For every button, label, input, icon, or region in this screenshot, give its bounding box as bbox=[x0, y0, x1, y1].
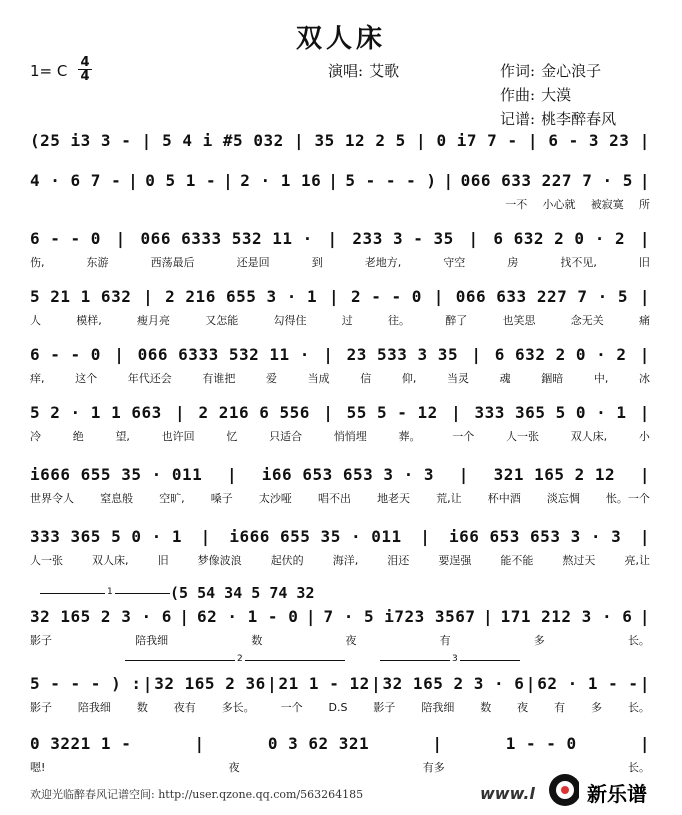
measure: 066 633 227 7 · 5 bbox=[460, 171, 633, 190]
lyrics-line bbox=[30, 312, 650, 330]
measure: 32 165 2 3 · 6 bbox=[382, 674, 525, 693]
measure: 21 1 - 12 bbox=[278, 674, 370, 693]
barline-end: | bbox=[639, 229, 650, 248]
lyric-word: 痒, bbox=[30, 372, 45, 385]
lyric-word: 人一张 bbox=[30, 554, 63, 567]
score-row bbox=[30, 170, 650, 228]
footer-text: 欢迎光临醉春风记谱空间: http://user.qzone.qq.com/563264185 bbox=[30, 788, 364, 801]
lyric-word: 找不见, bbox=[560, 256, 597, 269]
lyric-word: D.S bbox=[328, 701, 348, 714]
measure: (25 i3 3 - bbox=[30, 131, 132, 150]
lyrics-line bbox=[30, 428, 650, 446]
notes-line bbox=[30, 344, 650, 366]
measure: 066 6333 532 11 · bbox=[137, 345, 310, 364]
measure: 321 165 2 12 bbox=[493, 465, 616, 484]
composer-label: 作曲: bbox=[500, 86, 536, 104]
transcriber-label: 记谱: bbox=[500, 110, 536, 128]
barline: | bbox=[194, 734, 205, 753]
lyric-word: 泪还 bbox=[387, 554, 410, 567]
barline-end: | bbox=[639, 171, 650, 190]
measure: 6 - 3 23 bbox=[548, 131, 630, 150]
lyric-word: 望, bbox=[115, 430, 130, 443]
lyric-word: 念无关 bbox=[570, 314, 604, 327]
lyric-word: 嗓子 bbox=[210, 492, 233, 505]
lyric-word: 数 bbox=[480, 701, 492, 714]
time-sig-bottom: 4 bbox=[78, 69, 92, 83]
lyrics-line bbox=[30, 490, 650, 508]
lyric-word: 双人床, bbox=[570, 430, 608, 443]
measure: 1 - - 0 bbox=[505, 734, 577, 753]
lyric-word: 当灵 bbox=[447, 372, 469, 385]
barline: | bbox=[143, 287, 154, 306]
barline: | bbox=[114, 345, 125, 364]
lyric-word: 地老天 bbox=[377, 492, 411, 505]
notes-line bbox=[30, 673, 650, 695]
barline: | bbox=[468, 229, 479, 248]
lyric-word: 东游 bbox=[86, 256, 109, 269]
lyric-word: 人 bbox=[30, 314, 41, 327]
lyric-word: 房 bbox=[507, 256, 519, 269]
barline: | bbox=[451, 403, 462, 422]
lyric-word: 小 bbox=[638, 430, 650, 443]
barline: | bbox=[323, 345, 334, 364]
notes-line bbox=[30, 733, 650, 755]
lyric-word: 夜 bbox=[517, 701, 529, 714]
measure: 2 216 6 556 bbox=[198, 403, 310, 422]
barline: | bbox=[416, 131, 427, 150]
measure: i666 655 35 · 011 bbox=[229, 527, 402, 546]
measure: 333 365 5 0 · 1 bbox=[30, 527, 182, 546]
barline: | bbox=[420, 527, 431, 546]
barline: | bbox=[142, 674, 153, 693]
lyric-word: 往。 bbox=[388, 314, 410, 327]
lyric-word: 醉了 bbox=[445, 314, 468, 327]
notes-line bbox=[30, 526, 650, 548]
lyric-word: 冰 bbox=[639, 372, 650, 385]
barline-end: | bbox=[639, 527, 650, 546]
lyric-word: 多 bbox=[533, 634, 545, 647]
lyric-word: 也许回 bbox=[161, 430, 195, 443]
score-row bbox=[30, 584, 650, 664]
barline-end: | bbox=[639, 465, 650, 484]
watermark: www.l bbox=[480, 784, 535, 803]
volta-3: 3 bbox=[380, 660, 520, 661]
lyric-word: 被寂寞 bbox=[590, 198, 624, 211]
measure: 4 · 6 7 - bbox=[30, 171, 122, 190]
measure: 62 · 1 - 0 bbox=[197, 607, 299, 626]
lyric-word: 唱不出 bbox=[317, 492, 351, 505]
notes-line bbox=[30, 402, 650, 424]
singer-label: 演唱: bbox=[328, 62, 364, 80]
barline: | bbox=[329, 287, 340, 306]
measure: 32 165 2 3 · 6 bbox=[30, 607, 172, 626]
lyric-word: 又怎能 bbox=[205, 314, 239, 327]
composer-name: 大漠 bbox=[541, 86, 572, 104]
lyric-word: 年代还会 bbox=[127, 372, 172, 385]
lyric-word: 錮暗 bbox=[541, 372, 564, 385]
barline-end: | bbox=[639, 131, 650, 150]
measure: 32 165 2 36 bbox=[154, 674, 266, 693]
score-row bbox=[30, 673, 650, 731]
barline: | bbox=[525, 674, 536, 693]
lyric-word: 能不能 bbox=[500, 554, 534, 567]
barline: | bbox=[141, 131, 152, 150]
lyric-word: 痛 bbox=[639, 314, 650, 327]
lyrics-line bbox=[30, 370, 650, 388]
notes-line bbox=[30, 286, 650, 308]
barline-end: | bbox=[639, 345, 650, 364]
measure: 5 4 i #5 032 bbox=[162, 131, 284, 150]
transcriber-name: 桃李醉春风 bbox=[541, 110, 617, 128]
measure: 2 - - 0 bbox=[350, 287, 422, 306]
lyric-word: 模样, bbox=[76, 314, 102, 327]
lyric-word: 有 bbox=[439, 634, 451, 647]
measure: 5 - - - ) bbox=[345, 171, 437, 190]
lyric-word: 所 bbox=[639, 198, 650, 211]
barline: | bbox=[328, 171, 339, 190]
lyrics-line bbox=[30, 552, 650, 570]
lyric-word: 陪我细 bbox=[77, 701, 111, 714]
lyric-word: 忆 bbox=[226, 430, 238, 443]
lyric-word: 一不 bbox=[505, 198, 528, 211]
lyric-word: 有 bbox=[554, 701, 566, 714]
score-row bbox=[30, 344, 650, 402]
lyric-word: 数 bbox=[251, 634, 263, 647]
lyric-word: 影子 bbox=[30, 701, 52, 714]
barline: | bbox=[115, 229, 126, 248]
barline: | bbox=[458, 465, 469, 484]
score-row bbox=[30, 402, 650, 460]
lyric-word: 亮,让 bbox=[624, 554, 650, 567]
lyric-word: 只适合 bbox=[269, 430, 303, 443]
lyric-word: 小心就 bbox=[542, 198, 576, 211]
lyric-word: 信 bbox=[360, 372, 372, 385]
barline: | bbox=[223, 171, 234, 190]
key-signature: 1= C bbox=[30, 62, 68, 80]
lyric-word: 太沙哑 bbox=[258, 492, 292, 505]
measure: 62 · 1 - - bbox=[537, 674, 639, 693]
lyric-word: 旧 bbox=[157, 554, 169, 567]
measure: 6 632 2 0 · 2 bbox=[493, 229, 626, 248]
volta-1: 1 bbox=[40, 593, 170, 594]
measure: i66 653 653 3 · 3 bbox=[261, 465, 435, 484]
measure: 6 632 2 0 · 2 bbox=[494, 345, 627, 364]
lyric-word: 悄悄埋 bbox=[333, 430, 367, 443]
lyric-word: 起伏的 bbox=[270, 554, 304, 567]
measure: 333 365 5 0 · 1 bbox=[474, 403, 627, 422]
barline-end: | bbox=[639, 734, 650, 753]
lyric-word: 爱 bbox=[266, 372, 277, 385]
lyric-word: 长。 bbox=[627, 634, 650, 647]
lyric-word: 伤, bbox=[30, 256, 45, 269]
lyric-word: 中, bbox=[593, 372, 609, 385]
lyrics-line bbox=[30, 196, 650, 214]
measure: 6 - - 0 bbox=[30, 345, 101, 364]
measure: 7 · 5 i723 3567 bbox=[323, 607, 476, 626]
barline: | bbox=[327, 229, 338, 248]
lyric-word: 还是回 bbox=[236, 256, 270, 269]
lyric-word: 老地方, bbox=[364, 256, 402, 269]
lyric-word: 魂 bbox=[499, 372, 511, 385]
barline: | bbox=[294, 131, 305, 150]
lyric-word: 人一张 bbox=[505, 430, 539, 443]
lyric-word: 旧 bbox=[638, 256, 650, 269]
song-title: 双人床 bbox=[295, 24, 386, 54]
measure: 23 533 3 35 bbox=[346, 345, 459, 364]
score-row bbox=[30, 228, 650, 286]
lyric-word: 荒,让 bbox=[436, 492, 462, 505]
lyric-word: 影子 bbox=[373, 701, 396, 714]
lyric-word: 瘦月亮 bbox=[137, 314, 170, 327]
singer-name: 艾歌 bbox=[369, 62, 400, 80]
barline-end: | bbox=[639, 287, 650, 306]
measure: 171 212 3 · 6 bbox=[500, 607, 633, 626]
barline: | bbox=[179, 607, 190, 626]
measure: 35 12 2 5 bbox=[314, 131, 406, 150]
lyric-word: 绝 bbox=[72, 430, 84, 443]
score-row bbox=[30, 526, 650, 584]
lyric-word: 熬过天 bbox=[562, 554, 596, 567]
notes-line bbox=[30, 606, 650, 628]
lyric-word: 过 bbox=[341, 314, 353, 327]
lyric-word: 冷 bbox=[30, 430, 41, 443]
lyric-word: 世界令人 bbox=[30, 492, 74, 505]
notes-line bbox=[30, 170, 650, 192]
time-sig-top: 4 bbox=[80, 55, 90, 70]
lyric-word: 仰, bbox=[401, 372, 417, 385]
notes-line bbox=[30, 464, 650, 486]
score-row bbox=[30, 464, 650, 522]
lyric-word: 也笑思 bbox=[502, 314, 536, 327]
lyric-word: 有多 bbox=[422, 761, 445, 774]
measure: i66 653 653 3 · 3 bbox=[448, 527, 622, 546]
time-signature bbox=[78, 56, 92, 83]
measure: 55 5 - 12 bbox=[346, 403, 438, 422]
measure: 0 5 1 - bbox=[145, 171, 217, 190]
barline: | bbox=[305, 607, 316, 626]
lyric-word: 双人床, bbox=[92, 554, 129, 567]
measure: 5 2 · 1 1 663 bbox=[30, 403, 162, 422]
lyric-word: 怅。一个 bbox=[605, 492, 650, 505]
lyric-word: 长。 bbox=[627, 701, 650, 714]
lyric-word: 要逞强 bbox=[438, 554, 472, 567]
measure: 066 6333 532 11 · bbox=[140, 229, 313, 248]
measure: 0 i7 7 - bbox=[436, 131, 518, 150]
lyric-word: 梦像波浪 bbox=[197, 554, 242, 567]
singer-credit bbox=[328, 60, 399, 81]
measure: 066 633 227 7 · 5 bbox=[455, 287, 629, 306]
barline: | bbox=[267, 674, 278, 693]
measure: i666 655 35 · 011 bbox=[30, 465, 203, 484]
lyric-word: 到 bbox=[311, 256, 323, 269]
composer-credit bbox=[500, 84, 571, 105]
measure: 0 3221 1 - bbox=[30, 734, 132, 753]
score-row bbox=[30, 286, 650, 344]
transcriber-credit bbox=[500, 108, 616, 129]
lyric-word: 有谁把 bbox=[202, 372, 236, 385]
lyric-word: 夜 bbox=[228, 761, 240, 774]
lyric-word: 守空 bbox=[443, 256, 466, 269]
barline: | bbox=[371, 674, 382, 693]
measure: 2 · 1 16 bbox=[240, 171, 322, 190]
barline: | bbox=[200, 527, 211, 546]
lyric-word: 勾得住 bbox=[273, 314, 307, 327]
lyricist-credit bbox=[500, 60, 601, 81]
logo-text: 新乐谱 bbox=[587, 782, 647, 806]
notes-line bbox=[30, 130, 650, 152]
lyric-word: 一个 bbox=[280, 701, 303, 714]
lyric-word: 一个 bbox=[452, 430, 475, 443]
upper-voice-line: (5 54 34 5 74 32 bbox=[170, 584, 315, 602]
lyricist-label: 作词: bbox=[500, 62, 536, 80]
lyric-word: 海洋, bbox=[332, 554, 359, 567]
lyric-word: 嗯! bbox=[30, 761, 46, 774]
barline-end: | bbox=[639, 403, 650, 422]
lyric-word: 多 bbox=[591, 701, 603, 714]
barline: | bbox=[471, 345, 482, 364]
lyric-word: 空旷, bbox=[159, 492, 185, 505]
measure: 233 3 - 35 bbox=[352, 229, 454, 248]
barline: | bbox=[482, 607, 494, 626]
barline: | bbox=[432, 734, 443, 753]
measure: 5 21 1 632 bbox=[30, 287, 132, 306]
measure: 5 - - - ) : bbox=[30, 674, 142, 693]
lyric-word: 西荡最后 bbox=[150, 256, 195, 269]
lyric-word: 夜 bbox=[345, 634, 357, 647]
lyrics-line bbox=[30, 254, 650, 272]
barline: | bbox=[226, 465, 238, 484]
measure: 6 - - 0 bbox=[30, 229, 101, 248]
barline: | bbox=[433, 287, 444, 306]
lyrics-line bbox=[30, 632, 650, 650]
lyric-word: 葬。 bbox=[398, 430, 421, 443]
lyricist-name: 金心浪子 bbox=[541, 62, 602, 80]
notes-line bbox=[30, 228, 650, 250]
lyric-word: 这个 bbox=[75, 372, 98, 385]
barline-end: | bbox=[639, 674, 650, 693]
barline: | bbox=[527, 131, 539, 150]
lyric-word: 影子 bbox=[30, 634, 52, 647]
barline: | bbox=[175, 403, 186, 422]
lyric-word: 陪我细 bbox=[421, 701, 455, 714]
barline: | bbox=[323, 403, 334, 422]
lyric-word: 杯中酒 bbox=[487, 492, 521, 505]
lyric-word: 窒息般 bbox=[100, 492, 134, 505]
measure: 2 216 655 3 · 1 bbox=[165, 287, 318, 306]
barline: | bbox=[443, 171, 454, 190]
lyric-word: 当成 bbox=[307, 372, 330, 385]
lyrics-line bbox=[30, 699, 650, 717]
lyric-word: 多长。 bbox=[221, 701, 255, 714]
lyric-word: 陪我细 bbox=[135, 634, 169, 647]
measure: 0 3 62 321 bbox=[267, 734, 370, 753]
barline: | bbox=[128, 171, 139, 190]
lyric-word: 夜有 bbox=[173, 701, 196, 714]
barline-end: | bbox=[639, 607, 650, 626]
lyric-word: 长。 bbox=[627, 761, 650, 774]
volta-2: 2 bbox=[125, 660, 345, 661]
lyric-word: 淡忘惆 bbox=[546, 492, 580, 505]
lyric-word: 数 bbox=[136, 701, 148, 714]
